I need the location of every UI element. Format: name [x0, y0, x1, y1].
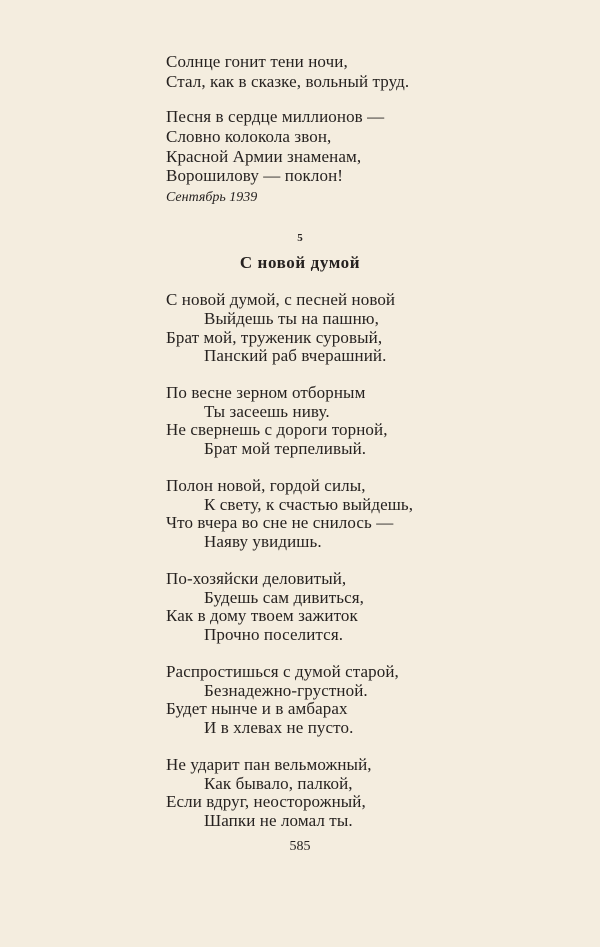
poem-title: С новой думой	[239, 253, 361, 272]
poem-line: Красной Армии знаменам,	[166, 147, 362, 166]
poem-line: Шапки не ломал ты.	[204, 811, 353, 830]
poem-line: Словно колокола звон,	[166, 127, 332, 146]
poem-line: Безнадежно-грустной.	[204, 681, 368, 700]
poem-line: Как бывало, палкой,	[204, 774, 353, 793]
poem-line: Будет нынче и в амбарах	[166, 699, 348, 718]
poem-line: Распростишься с думой старой,	[166, 662, 399, 681]
poem-line: По весне зерном отборным	[166, 383, 366, 402]
poem-line: Брат мой, труженик суровый,	[166, 328, 383, 347]
poem-line: Ты засеешь ниву.	[204, 402, 330, 421]
poem-line: И в хлевах не пусто.	[204, 718, 354, 737]
poem-line: Если вдруг, неосторожный,	[166, 792, 366, 811]
poem-line: С новой думой, с песней новой	[166, 290, 396, 309]
poem-line: Наяву увидишь.	[204, 532, 322, 551]
section-number: 5	[297, 232, 303, 244]
poem-line: Что вчера во сне не снилось —	[166, 513, 394, 532]
poem-line: Брат мой терпеливый.	[204, 439, 367, 458]
poem-line: Солнце гонит тени ночи,	[166, 52, 348, 71]
poem-line: Ворошилову — поклон!	[166, 166, 344, 185]
poem-line: Панский раб вчерашний.	[204, 346, 387, 365]
poem-line: Не свернешь с дороги торной,	[166, 420, 388, 439]
page-number: 585	[289, 839, 311, 854]
poem-line: Полон новой, гордой силы,	[166, 476, 366, 495]
poem-line: К свету, к счастью выйдешь,	[204, 495, 414, 514]
poem-line: Песня в сердце миллионов —	[166, 107, 385, 126]
poem-line: Как в дому твоем зажиток	[166, 606, 358, 625]
poem-line: Будешь сам дивиться,	[204, 588, 365, 607]
poem-line: По-хозяйски деловитый,	[166, 569, 347, 588]
poem-date: Сентябрь 1939	[166, 190, 258, 205]
poem-line: Прочно поселится.	[204, 625, 344, 644]
poem-line: Стал, как в сказке, вольный труд.	[166, 72, 410, 91]
poem-line: Выйдешь ты на пашню,	[204, 309, 379, 328]
poem-line: Не ударит пан вельможный,	[166, 755, 372, 774]
